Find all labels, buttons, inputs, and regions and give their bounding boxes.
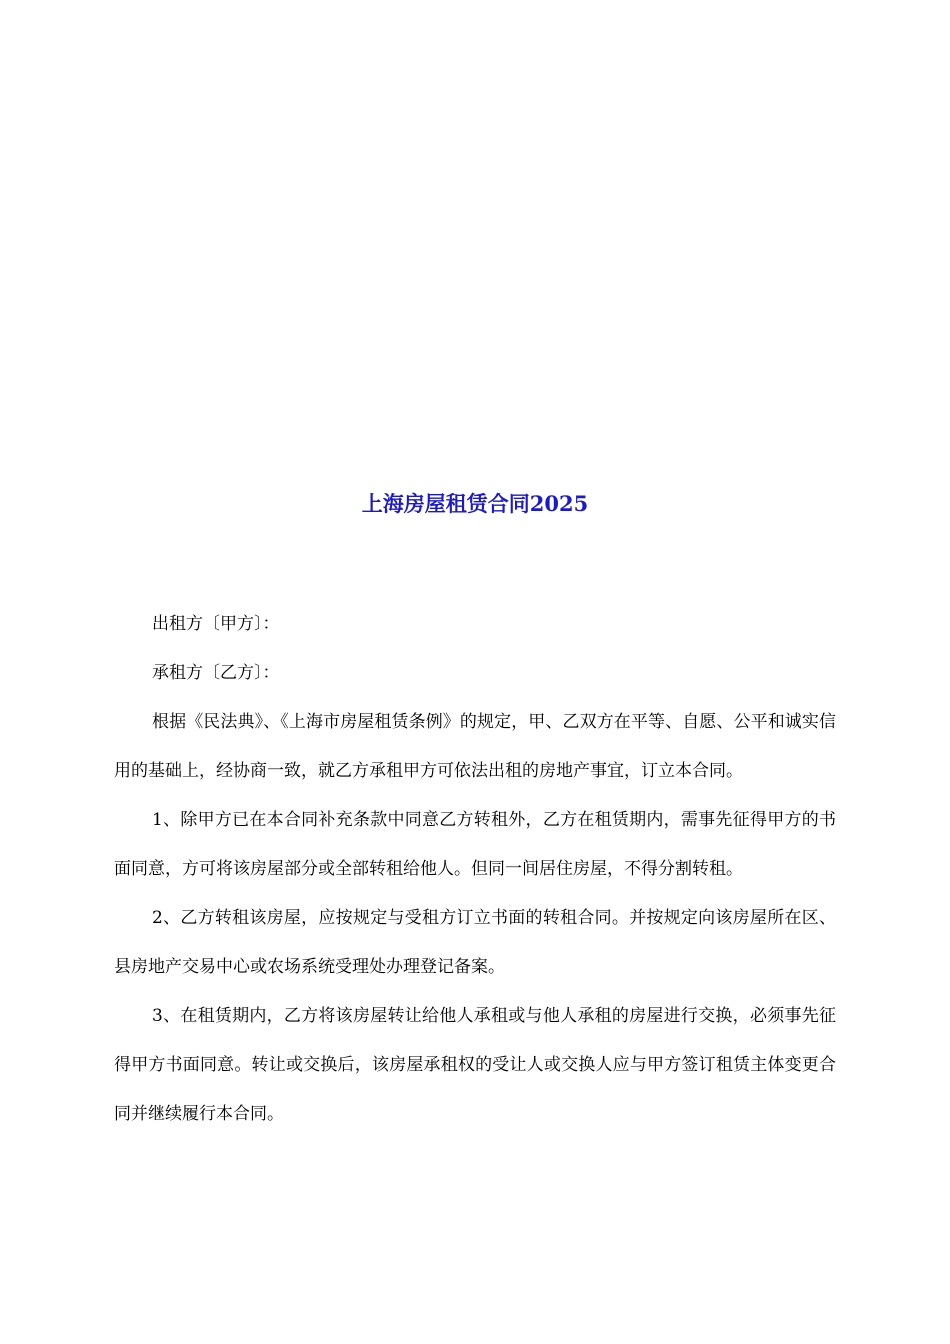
document-body <box>114 600 836 1139</box>
clause-3-paragraph: 3、在租赁期内，乙方将该房屋转让给他人承租或与他人承租的房屋进行交换，必须事先征得甲方书面同意。转让或交换后，该房屋承租权的受让人或交换人应与甲方签订租赁主体变更合同并继续履行本合同。 <box>114 1006 836 1124</box>
clause-1-paragraph: 1、除甲方已在本合同补充条款中同意乙方转租外，乙方在租赁期内，需事先征得甲方的书面同意，方可将该房屋部分或全部转租给他人。但同一间居住房屋，不得分割转租。 <box>114 810 836 879</box>
lessee-line: 承租方〔乙方〕： <box>152 663 280 683</box>
clause-2-paragraph: 2、乙方转租该房屋，应按规定与受租方订立书面的转租合同。并按规定向该房屋所在区、县房地产交易中心或农场系统受理处办理登记备案。 <box>114 908 836 977</box>
lessor-line: 出租方〔甲方〕： <box>152 614 280 634</box>
document-title: 上海房屋租赁合同2025 <box>361 491 589 516</box>
preamble-paragraph: 根据《民法典》、《上海市房屋租赁条例》的规定，甲、乙双方在平等、自愿、公平和诚实信用的基础上，经协商一致，就乙方承租甲方可依法出租的房地产事宜，订立本合同。 <box>114 712 836 781</box>
